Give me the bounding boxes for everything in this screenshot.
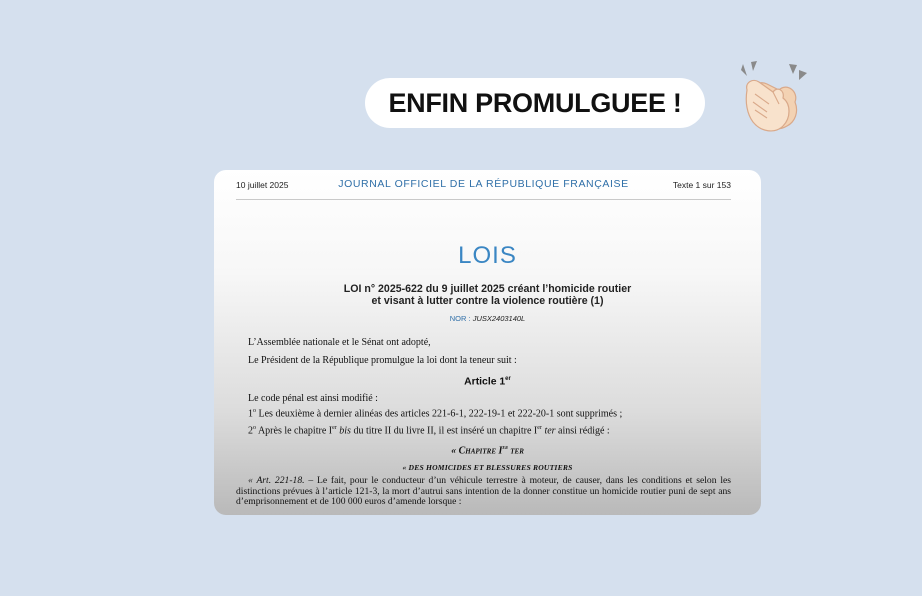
chapter-heading [214,445,761,456]
journal-title: JOURNAL OFFICIEL DE LA RÉPUBLIQUE FRANÇAISE [338,178,629,190]
item-1-sup: o [253,408,256,414]
paragraph-adoption: L’Assemblée nationale et le Sénat ont adopté, [248,337,431,348]
nor-label: NOR : [449,314,471,323]
item-2-text-a: Après le chapitre I [257,425,333,437]
item-2-text-c: ainsi rédigé : [558,425,610,437]
article-221-18-paragraph [236,476,731,508]
article-title: Article 1 [464,376,506,388]
item-2-sup-er-2: er [537,425,542,431]
item-2-number: 2 [248,425,253,437]
headline-banner [365,78,705,128]
chapter-title: « Chapitre I [451,445,503,457]
document-header [236,177,731,200]
item-2-sup: o [253,425,256,431]
chapter-subtitle: « DES HOMICIDES ET BLESSURES ROUTIERS [402,463,573,472]
article-heading [214,376,761,387]
headline-text: ENFIN PROMULGUEE ! [388,87,682,118]
article-text: – Le fait, pour le conducteur d’un véhicule terrestre à moteur, de causer, dans les conditions et selon les distinctions prévues à l’article 121-3, la mort d’autrui sans intention de la donner constitue un homicide routier puni de sept ans d’emprisonnement et de 100 000 euros d’amende lorsque : [236,475,731,508]
item-2-bis: bis [339,425,351,437]
clapping-hands-icon [733,56,813,138]
law-title-line2: et visant à lutter contre la violence routière (1) [371,294,604,307]
law-title-line1: LOI n° 2025-622 du 9 juillet 2025 créant l’homicide routier [343,283,632,295]
law-title [214,284,761,307]
item-2-text-b: du titre II du livre II, il est inséré un chapitre I [353,425,538,437]
nor-reference [214,314,761,323]
paragraph-code-penal: Le code pénal est ainsi modifié : [248,393,378,404]
section-heading: LOIS [458,242,517,269]
journal-officiel-excerpt [214,170,761,515]
article-reference: « Art. 221-18. [248,475,305,486]
chapter-sup: er [502,445,508,451]
item-2-sup-er: er [332,425,337,431]
item-1 [248,408,622,419]
item-2 [248,425,610,436]
item-1-number: 1 [248,408,253,420]
paragraph-promulgation: Le Président de la République promulgue la loi dont la teneur suit : [248,355,517,366]
nor-code: JUSX2403140L [472,314,526,323]
publication-date: 10 juillet 2025 [236,180,289,190]
chapter-ter: ter [510,445,524,457]
item-1-text: Les deuxième à dernier alinéas des articles 221-6-1, 222-19-1 et 222-20-1 sont supprimés ; [258,408,623,420]
article-sup: er [505,376,511,382]
item-2-ter: ter [544,425,556,437]
text-count: Texte 1 sur 153 [672,180,731,190]
